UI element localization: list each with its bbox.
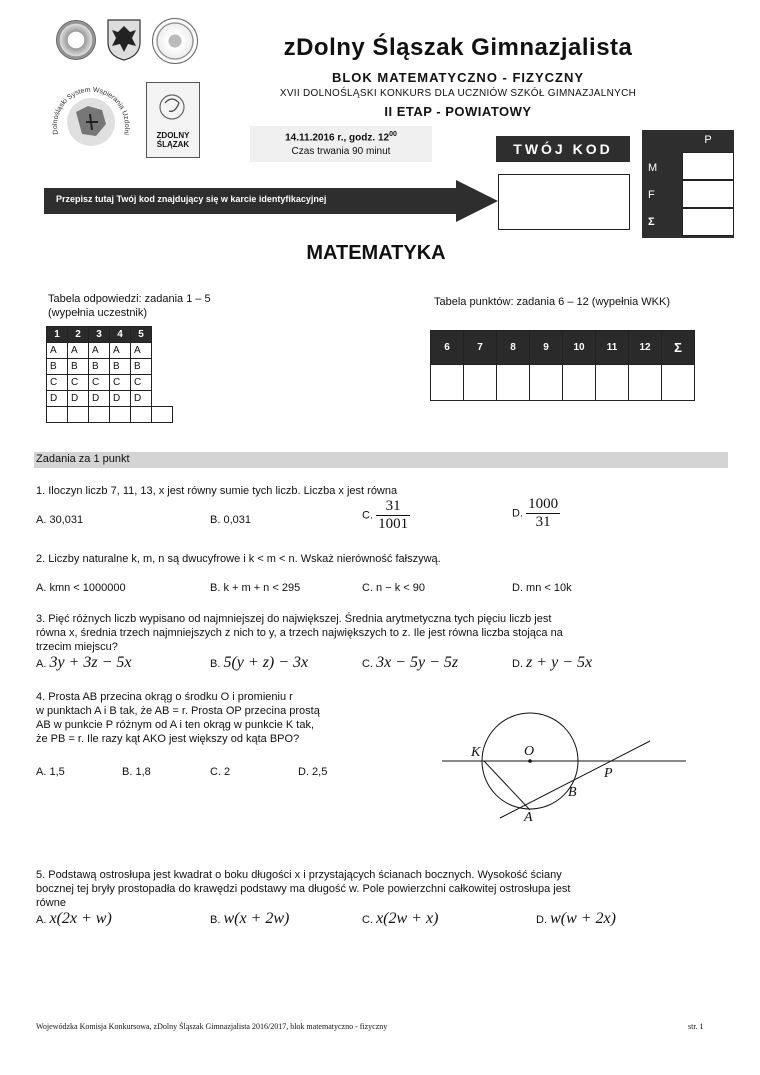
block-title: BLOK MATEMATYCZNO - FIZYCZNY: [331, 70, 585, 85]
section-bar: [34, 452, 728, 468]
exam-hour-minutes: 00: [389, 131, 397, 138]
score-label-f: F: [648, 189, 655, 201]
exam-date: 14.11.2016 r., godz. 12: [285, 132, 390, 144]
answer-cell[interactable]: B: [68, 359, 89, 375]
points-col-6: 6: [431, 331, 464, 365]
q3-option-c[interactable]: [362, 654, 458, 672]
q5-option-c[interactable]: [362, 910, 438, 928]
q3-option-c-expr: 3x − 5y − 5z: [376, 654, 459, 671]
instruction-text: Przepisz tutaj Twój kod znajdujący się w karcie identyfikacyjnej: [56, 194, 327, 204]
answer-empty-cell[interactable]: [89, 407, 110, 423]
answer-empty-cell[interactable]: [47, 407, 68, 423]
subject-title: MATEMATYKA: [306, 242, 446, 264]
q5-text-line2: bocznej tej bryły prostopadła do krawędzi podstawy ma długość w. Pole powierzchni całkowitej ostrosłupa jest: [36, 883, 571, 895]
points-col-7: 7: [464, 331, 497, 365]
answer-cell[interactable]: D: [89, 391, 110, 407]
q4-option-d[interactable]: D. 2,5: [298, 766, 328, 778]
score-label-sum: Σ: [648, 216, 655, 228]
points-cell[interactable]: [563, 365, 596, 401]
q1-option-d-fraction: [526, 496, 560, 531]
q2-option-b[interactable]: B. k + m + n < 295: [210, 582, 301, 594]
regional-seal: [46, 78, 136, 158]
q5-option-b-label: B.: [210, 914, 221, 926]
q1-option-c-fraction: [376, 498, 410, 533]
score-box-header: P: [704, 134, 712, 146]
points-cell[interactable]: [662, 365, 695, 401]
your-code-label: TWÓJ KOD: [496, 136, 630, 162]
answer-cell[interactable]: B: [110, 359, 131, 375]
instruction-arrow: [44, 180, 498, 222]
q5-option-a[interactable]: [36, 910, 112, 928]
q4-center-point: [528, 759, 532, 763]
eagle-crest-icon: [104, 16, 144, 62]
points-table: [430, 330, 695, 401]
q2-option-c[interactable]: C. n − k < 90: [362, 582, 425, 594]
zdolny-slazak-logo: [146, 82, 200, 158]
school-logo-2: [152, 18, 198, 64]
q5-option-b-expr: w(x + 2w): [223, 910, 290, 927]
q1-d-numerator: 1000: [528, 496, 559, 512]
school-logo-1: [56, 20, 96, 60]
q4-option-b[interactable]: B. 1,8: [122, 766, 151, 778]
points-col-9: 9: [530, 331, 563, 365]
points-col-10: 10: [563, 331, 596, 365]
q5-text-line1: 5. Podstawą ostrosłupa jest kwadrat o boku długości x i przystających ścianach bocznych. Wysokość ściany: [36, 869, 562, 881]
q4-text-line2: w punktach A i B tak, że AB = r. Prosta OP przecina prostą: [36, 705, 320, 717]
q4-label-a: A: [524, 810, 533, 824]
q2-option-a[interactable]: A. kmn < 1000000: [36, 582, 126, 594]
score-cell-m[interactable]: [682, 152, 734, 180]
q3-option-a-label: A.: [36, 658, 47, 670]
answer-cell[interactable]: C: [131, 375, 152, 391]
answer-cell[interactable]: B: [131, 359, 152, 375]
contest-title: zDolny Śląszak Gimnazjalista: [283, 34, 633, 61]
q3-option-d-expr: z + y − 5x: [526, 654, 593, 671]
q4-label-k: K: [471, 745, 481, 760]
q5-option-d-expr: w(w + 2x): [550, 910, 616, 927]
answer-col-1: 1: [47, 327, 68, 343]
q1-option-d[interactable]: [512, 496, 560, 531]
q5-option-a-expr: x(2x + w): [49, 910, 112, 927]
q1-option-c-label: C.: [362, 509, 373, 522]
answer-cell[interactable]: D: [131, 391, 152, 407]
q3-text-line3: trzecim miejscu?: [36, 641, 118, 653]
q4-text-line1: 4. Prosta AB przecina okrąg o środku O i promieniu r: [36, 691, 293, 703]
q5-option-b[interactable]: [210, 910, 289, 928]
q3-option-a-expr: 3y + 3z − 5x: [49, 654, 132, 671]
q3-text-line1: 3. Pięć różnych liczb wypisano od najmniejszej do największej. Średnia arytmetyczna tych pięciu liczb jest: [36, 613, 552, 625]
answer-table-caption: [48, 292, 211, 320]
answer-cell[interactable]: A: [47, 343, 68, 359]
q3-option-a[interactable]: [36, 654, 132, 672]
q5-option-c-label: C.: [362, 914, 373, 926]
footer-text: Wojewódzka Komisja Konkursowa, zDolny Śląszak Gimnazjalista 2016/2017, blok matematyczno - fizyczny: [36, 1022, 388, 1031]
q5-option-c-expr: x(2w + x): [376, 910, 439, 927]
q1-option-b[interactable]: B. 0,031: [210, 514, 251, 526]
q4-text-line3: AB w punkcie P różnym od A i ten okrąg w punkcie K tak,: [36, 719, 314, 731]
score-cell-sum[interactable]: [682, 208, 734, 236]
q3-option-d-label: D.: [512, 658, 523, 670]
q3-text-line2: równa x, średnia trzech najmniejszych z nich to y, a trzech największych to z. Ile jest równa liczba stojąca na: [36, 627, 563, 639]
answer-cell[interactable]: C: [89, 375, 110, 391]
q1-option-a[interactable]: A. 30,031: [36, 514, 84, 526]
answer-cell[interactable]: C: [47, 375, 68, 391]
q2-text: 2. Liczby naturalne k, m, n są dwucyfrowe i k < m < n. Wskaż nierówność fałszywą.: [36, 553, 441, 565]
answer-cell[interactable]: A: [89, 343, 110, 359]
answer-cell[interactable]: A: [110, 343, 131, 359]
answer-table: [46, 326, 173, 423]
seal-text: Dolnośląski System Wspierania Uzdolni: [51, 86, 131, 136]
q4-label-b: B: [568, 785, 577, 800]
q3-option-d[interactable]: [512, 654, 592, 672]
q1-c-numerator: 31: [376, 498, 410, 516]
section-title: Zadania za 1 punkt: [36, 453, 130, 465]
logo-label: ZDOLNY ŚLĄZAK: [156, 131, 190, 149]
q5-option-d-label: D.: [536, 914, 547, 926]
answer-empty-cell[interactable]: [152, 407, 173, 423]
score-cell-f[interactable]: [682, 180, 734, 208]
answer-empty-cell[interactable]: [110, 407, 131, 423]
q1-option-c[interactable]: [362, 498, 410, 533]
score-box: [642, 130, 734, 238]
q1-text: 1. Iloczyn liczb 7, 11, 13, x jest równy sumie tych liczb. Liczba x jest równa: [36, 485, 398, 497]
contest-subtitle: XVII DOLNOŚLĄSKI KONKURS DLA UCZNIÓW SZKÓŁ GIMNAZJALNYCH: [279, 88, 637, 99]
q4-label-o: O: [524, 744, 535, 759]
q3-option-c-label: C.: [362, 658, 373, 670]
page-number: str. 1: [688, 1022, 704, 1031]
q5-option-a-label: A.: [36, 914, 47, 926]
q3-option-b[interactable]: [210, 654, 308, 672]
q1-c-denominator: 1001: [378, 516, 409, 532]
answer-cell[interactable]: C: [110, 375, 131, 391]
answer-cell[interactable]: A: [131, 343, 152, 359]
q2-option-d[interactable]: D. mn < 10k: [512, 582, 572, 594]
answer-cell[interactable]: D: [110, 391, 131, 407]
q4-geometry-figure: [438, 700, 690, 824]
answer-empty-cell[interactable]: [131, 407, 152, 423]
points-col-11: 11: [596, 331, 629, 365]
answer-col-5: 5: [131, 327, 152, 343]
points-cell[interactable]: [596, 365, 629, 401]
q4-text: [36, 690, 436, 746]
q4-option-c[interactable]: C. 2: [210, 766, 231, 778]
q4-text-line4: że PB = r. Ile razy kąt AKO jest większy od kąta BPO?: [36, 733, 300, 745]
answer-cell[interactable]: B: [47, 359, 68, 375]
answer-col-4: 4: [110, 327, 131, 343]
points-cell[interactable]: [497, 365, 530, 401]
q5-text-line3: równe: [36, 897, 66, 909]
points-cell[interactable]: [530, 365, 563, 401]
points-cell[interactable]: [431, 365, 464, 401]
points-col-12: 12: [629, 331, 662, 365]
code-input-box[interactable]: [498, 174, 630, 230]
q5-option-d[interactable]: [536, 910, 616, 928]
points-col-sum: Σ: [662, 331, 695, 365]
q4-label-p: P: [604, 766, 613, 781]
answer-cell[interactable]: D: [47, 391, 68, 407]
points-table-caption: Tabela punktów: zadania 6 – 12 (wypełnia WKK): [434, 296, 671, 308]
q4-line-ab: [500, 741, 650, 818]
q1-d-denominator: 31: [535, 514, 551, 530]
points-cell[interactable]: [464, 365, 497, 401]
answer-empty-cell[interactable]: [68, 407, 89, 423]
answer-cell[interactable]: C: [68, 375, 89, 391]
q5-text: [36, 868, 726, 910]
answer-table-caption-line2: (wypełnia uczestnik): [48, 307, 148, 319]
answer-cell[interactable]: D: [68, 391, 89, 407]
score-label-m: M: [648, 162, 658, 174]
exam-time-box: [250, 126, 432, 162]
stage-title: II ETAP - POWIATOWY: [384, 104, 532, 119]
answer-cell[interactable]: B: [89, 359, 110, 375]
answer-col-3: 3: [89, 327, 110, 343]
q3-text: [36, 612, 726, 654]
answer-table-caption-line1: Tabela odpowiedzi: zadania 1 – 5: [48, 293, 211, 305]
exam-duration: Czas trwania 90 minut: [291, 146, 391, 158]
points-cell[interactable]: [629, 365, 662, 401]
q3-option-b-label: B.: [210, 658, 221, 670]
answer-col-2: 2: [68, 327, 89, 343]
q3-option-b-expr: 5(y + z) − 3x: [223, 654, 309, 671]
points-col-8: 8: [497, 331, 530, 365]
answer-cell[interactable]: A: [68, 343, 89, 359]
q1-option-d-label: D.: [512, 507, 523, 520]
q4-option-a[interactable]: A. 1,5: [36, 766, 65, 778]
